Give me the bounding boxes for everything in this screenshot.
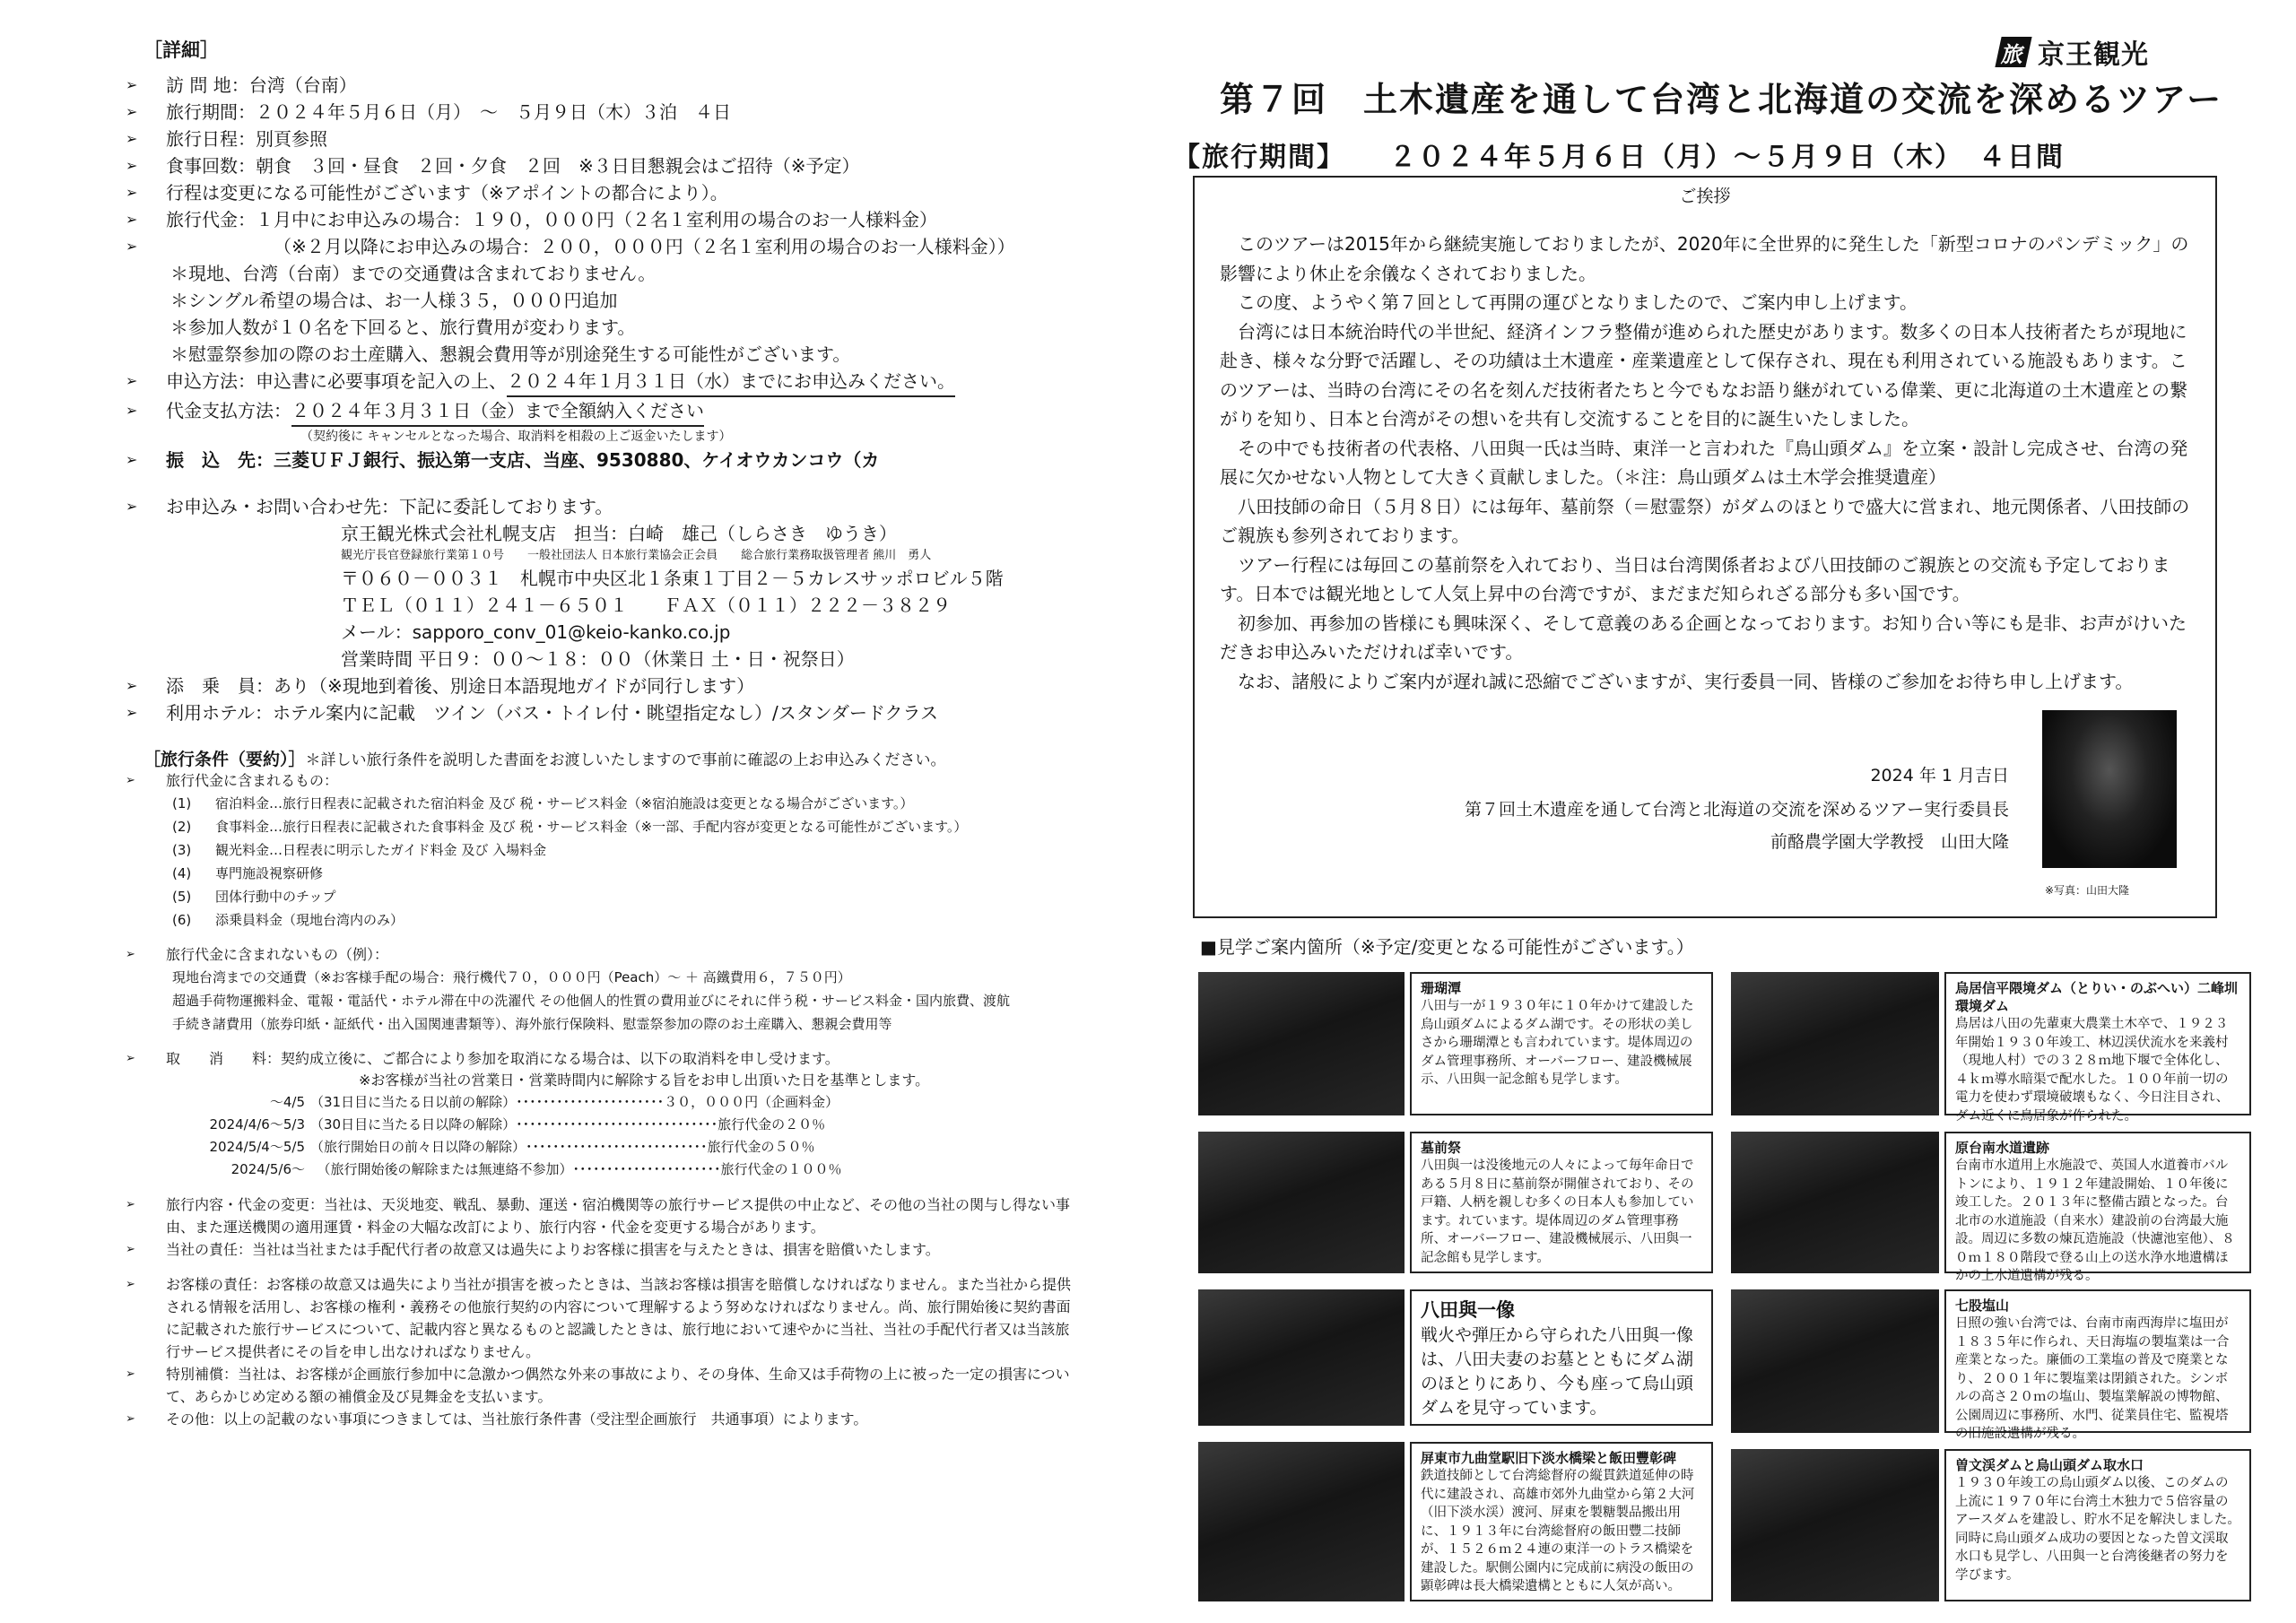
contact-license: 観光庁長官登録旅行業第１０号 一般社団法人 日本旅行業協会正会員 総合旅行業務取扱管理者 熊川 勇人 (341, 549, 932, 562)
detail-guide: ➢ 添 乗 員：あり（※現地到着後、別途日本語現地ガイドが同行します） (126, 673, 1076, 699)
condition-compensation: ➢ 特別補償：当社は、お客様が企画旅行参加中に急激かつ偶然な外来の事故により、その身体、生命又は手荷物の上に被った一定の損害について、あらかじめ定める額の補償金及び見舞金を支払います。 (126, 1363, 1076, 1408)
photo-caption: ※写真：山田大隆 (2045, 884, 2130, 897)
conditions-heading-row (126, 746, 1076, 770)
included-item (126, 792, 1076, 815)
spot-title: 原台南水道遺跡 (1955, 1140, 2050, 1156)
greeting-signer-title: 第７回土木遺産を通して台湾と北海道の交流を深めるツアー実行委員長 (1464, 800, 2009, 820)
details-page (126, 36, 1076, 1430)
spot-description (1410, 1289, 1713, 1426)
greeting-paragraph: ツアー行程には毎回この墓前祭を入れており、当日は台湾関係者および八田技師のご親族との交流も予定しております。日本では観光地として人気上昇中の台湾ですが、まだまだ知られざる部分も多い国です。 (1220, 553, 2170, 604)
greeting-paragraph: この度、ようやく第７回として再開の運びとなりましたので、ご案内申し上げます。 (1238, 291, 1918, 313)
cancel-date: 2024/4/6～5/3 (209, 1116, 305, 1133)
cancel-row (126, 1114, 1076, 1136)
greeting-paragraph: 台湾には日本統治時代の半世紀、経済インフラ整備が進められた歴史があります。数多くの日本人技術者たちが現地に赴き、様々な分野で活躍し、その功績は土木遺産・産業遺産として保存され、現在も利用されている施設もあります。このツアーは、当時の台湾にその名を刻んだ技術者たちと今でもなお語り継がれている偉業、更に北海道の土木遺産との繋がりを知り、日本と台湾がその想いを共有し交流することを目的に誕生いたしました。 (1220, 320, 2187, 430)
detail-hotel: ➢ 利用ホテル：ホテル案内に記載 ツイン（バス・トイレ付・眺望指定なし）/スタンダードクラス (126, 699, 1076, 726)
spot-body: 鉄道技師として台湾総督府の縦貫鉄道延伸の時代に建設され、高雄市郊外九曲堂から第２大河（旧下淡水渓）渡河、屏東を製糖製品搬出用に、１９１３年に台湾総督府の飯田豐二技師が、１５２６ｍ２４連の東洋一のトラス橋梁を建設した。駅側公園内に完成前に病没の飯田の顕彰碑は長大橋梁遺構とともに人気が高い。 (1421, 1469, 1695, 1593)
spot-card (1198, 1289, 1713, 1426)
cancel-date: ～4/5 (269, 1094, 305, 1110)
arrow-icon: ➢ (126, 948, 135, 961)
detail-contact: ➢ お申込み・お問い合わせ先：下記に委託しております。 (126, 493, 1076, 520)
spot-card (1731, 1449, 2251, 1601)
payment-note: （契約後に キャンセルとなった場合、取消料を相殺の上ご返金いたします） (300, 430, 732, 444)
spot-photo (1731, 1132, 1939, 1273)
spot-description (1410, 1442, 1713, 1601)
included-item (126, 862, 1076, 885)
payment-deadline: ２０２４年３月３１日（金）まで全額納入ください (291, 397, 704, 427)
spot-description (1944, 1449, 2251, 1601)
spot-description (1944, 1289, 2251, 1441)
spot-description (1410, 972, 1713, 1115)
included-item (126, 908, 1076, 932)
logo-mark: 旅 (1995, 37, 2031, 67)
greeting-body (1220, 230, 2196, 696)
logo-text: 京王観光 (2038, 39, 2149, 71)
spot-title: 珊瑚潭 (1421, 980, 1462, 996)
arrow-icon: ➢ (126, 704, 138, 721)
excluded-line: 超過手荷物運搬料金、電報・電話代・ホテル滞在中の洗濯代 その他個人的性質の費用並びにそれに伴う税・サービス料金・国内旅費、渡航 (172, 993, 1011, 1009)
spot-title: 墓前祭 (1421, 1140, 1462, 1156)
cancel-fee: （31日目に当たる日以前の解除）･･････････････････････３０，０００円（企画料金） (310, 1094, 839, 1110)
detail-schedule: ➢ 旅行日程：別頁参照 (126, 126, 1076, 152)
arrow-icon: ➢ (126, 372, 138, 389)
greeting-paragraph: このツアーは2015年から継続実施しておりましたが、2020年に全世界的に発生した「新型コロナのパンデミック」の影響により休止を余儀なくされておりました。 (1220, 233, 2189, 284)
detail-price: ➢ 旅行代金：１月中にお申込みの場合：１９０，０００円（２名１室利用の場合のお一人様料金） (126, 206, 1076, 233)
cancel-fee: （30日目に当たる日以降の解除）･･････････････････････････････旅行代金の２０％ (310, 1116, 826, 1133)
price-note-1: ＊現地、台湾（台南）までの交通費は含まれておりません。 (170, 263, 657, 284)
greeting-paragraph: 八田技師の命日（５月８日）には毎年、墓前祭（＝慰霊祭）がダムのほとりで盛大に営まれ、地元関係者、八田技師のご親族も参列されております。 (1220, 495, 2190, 546)
greeting-paragraph: その中でも技術者の代表格、八田與一氏は当時、東洋一と言われた『鳥山頭ダム』を立案・設計し完成させ、台湾の発展に欠かせない人物として大きく貢献しました。（＊注：鳥山頭ダムは土木学会推奨遺産） (1220, 437, 2188, 488)
included-item (126, 815, 1076, 838)
greeting-signer-name: 前酪農学園大学教授 山田大隆 (1770, 832, 2009, 852)
spot-card (1198, 972, 1713, 1115)
spot-card (1731, 1289, 2251, 1441)
spot-photo (1198, 972, 1405, 1115)
spot-card (1731, 1132, 2251, 1283)
included-title: ➢ 旅行代金に含まれるもの： (126, 770, 1076, 792)
included-item-text: 専門施設視察研修 (215, 865, 324, 881)
tour-period: 【旅行期間】 ２０２４年５月６日（月）～５月９日（木） ４日間 (1173, 142, 2065, 173)
arrow-icon: ➢ (126, 451, 138, 468)
greeting-paragraph: なお、諸般によりご案内が遅れ誠に恐縮でございますが、実行委員一同、皆様のご参加をお待ち申し上げます。 (1238, 670, 2134, 692)
spot-photo (1731, 1289, 1939, 1433)
spot-photo (1198, 1442, 1405, 1601)
cancel-fee: （旅行開始後の解除または無連絡不参加）･･････････････････････旅行代金の１００％ (310, 1161, 842, 1177)
price-note-4: ＊慰霊祭参加の際のお土産購入、懇親会費用等が別途発生する可能性がございます。 (170, 343, 851, 365)
spot-title: 烏居信平隈境ダム（とりい・のぶへい）二峰圳環境ダム (1955, 980, 2239, 1014)
arrow-icon: ➢ (126, 774, 135, 787)
contact-mail: メール：sapporo_conv_01@keio-kanko.co.jp (341, 621, 731, 643)
included-item (126, 885, 1076, 908)
spot-title: 七股塩山 (1955, 1298, 2010, 1314)
spot-description (1944, 972, 2251, 1124)
arrow-icon: ➢ (126, 1278, 135, 1291)
arrow-icon: ➢ (126, 677, 138, 694)
arrow-icon: ➢ (126, 1367, 135, 1381)
contact-address: 〒０６０－００３１ 札幌市中央区北１条東１丁目２－５カレスサッポロビル５階 (341, 568, 1004, 589)
cancel-date: 2024/5/4～5/5 (209, 1139, 305, 1155)
included-item-number: (1) (172, 795, 192, 812)
included-item-text: 団体行動中のチップ (215, 889, 336, 905)
portrait-photo (2042, 710, 2177, 868)
arrow-icon: ➢ (126, 1243, 135, 1256)
contact-company: 京王観光株式会社札幌支店 担当：白崎 雄己（しらさき ゆうき） (341, 523, 897, 544)
spot-body: 台南市水道用上水施設で、英国人水道養市バルトンにより、１９１２年建設開始、１０年後に竣工した。２０１３年に整備古蹟となった。台北市の水道施設（自来水）建設前の台湾最大施設。周辺に多数の煉瓦造施設（快濾池室他）、８０ｍ１８０階段で登る山上の送水浄水地遺構ほかの上水道遺構が残る。 (1955, 1159, 2235, 1283)
arrow-icon: ➢ (126, 76, 138, 93)
cancel-date: 2024/5/6～ (230, 1161, 305, 1177)
price-note-2: ＊シングル希望の場合は、お一人様３５，０００円追加 (170, 290, 618, 311)
conditions-heading: ［旅行条件（要約）］ (144, 750, 306, 769)
included-item (126, 838, 1076, 862)
condition-customer: ➢ お客様の責任：お客様の故意又は過失により当社が損害を被ったときは、当該お客様は損害を賠償しなければなりません。また当社から提供される情報を活用し、お客様の権利・義務その他旅行契約の内容について理解するよう努めなければなりません。尚、旅行開始後に契約書面に記載された旅行サービスについて、記載内容と異なるものと認識したときは、旅行地において速やかに当社、当社の手配代行者又は当該旅行サービス提供者にその旨を申し出なければなりません。 (126, 1273, 1076, 1363)
apply-deadline: ２０２４年１月３１日（水）までにお申込みください。 (507, 368, 955, 397)
arrow-icon: ➢ (126, 498, 138, 515)
spot-card (1198, 1442, 1713, 1601)
spot-title: 屏東市九曲堂駅旧下淡水橋梁と飯田豐彰碑 (1421, 1450, 1677, 1466)
included-item-text: 食事料金…旅行日程表に記載された食事料金 及び 税・サービス料金（※一部、手配内容が変更となる可能性がございます。） (215, 819, 968, 835)
included-item-text: 観光料金…日程表に明示したガイド料金 及び 入場料金 (215, 842, 547, 858)
arrow-icon: ➢ (126, 402, 138, 419)
greeting-box (1193, 176, 2217, 918)
spot-body: １９３０年竣工の烏山頭ダム以後、このダムの上流に１９７０年に台湾土木独力で５倍容量のアースダムを建設し、貯水不足を解決しました。同時に烏山頭ダム成功の要因となった曽文渓取水口も見学し、八田與一と台湾後継者の努力を学びます。 (1955, 1476, 2240, 1583)
spot-description (1944, 1132, 2251, 1283)
spot-photo (1198, 1289, 1405, 1426)
detail-apply: ➢ 申込方法：申込書に必要事項を記入の上、 ２０２４年１月３１日（水）までにお申込みください。 (126, 368, 1076, 397)
spot-photo (1731, 972, 1939, 1115)
detail-bank: ➢ 振 込 先：三菱ＵＦＪ銀行、振込第一支店、当座、9530880、ケイオウカンコウ（カ (126, 447, 1076, 473)
included-item-number: (2) (172, 819, 192, 835)
excluded-list (126, 966, 1076, 1036)
spot-card (1198, 1132, 1713, 1273)
included-item-text: 添乗員料金（現地台湾内のみ） (215, 912, 404, 928)
condition-liability: ➢ 当社の責任：当社は当社または手配代行者の故意又は過失によりお客様に損害を与えたときは、損害を賠償いたします。 (126, 1238, 1076, 1261)
detail-meals: ➢ 食事回数：朝食 ３回・昼食 ２回・夕食 ２回 ※３日目懇親会はご招待（※予定） (126, 152, 1076, 179)
arrow-icon: ➢ (126, 238, 138, 255)
detail-price-later: ➢ （※２月以降にお申込みの場合：２００，０００円（２名１室利用の場合のお一人様料金）） (126, 233, 1076, 260)
detail-change: ➢ 行程は変更になる可能性がございます（※アポイントの都合により）。 (126, 179, 1076, 206)
spot-body: 日照の強い台湾では、台南市南西海岸に塩田が１８３５年に作られ、天日海塩の製塩業は一合産業となった。廉価の工業塩の普及で廃業となり、２００１年に製塩業は閉鎖された。シンボルの高さ２０ｍの塩山、製塩業解説の博物館、公園周辺に事務所、水門、従業員住宅、監視塔の旧施設遺構が残る。 (1955, 1316, 2230, 1441)
cancel-row (126, 1136, 1076, 1159)
included-list (126, 792, 1076, 932)
included-item-number: (4) (172, 865, 192, 881)
arrow-icon: ➢ (126, 184, 138, 201)
spot-body: 八田與一は没後地元の人々によって毎年命日である５月８日に墓前祭が開催されており、その戸籍、人柄を親しむ多くの日本人も参加しています。れています。堤体周辺のダム管理事務所、オーバーフロー、建設機械展示、八田與一記念館も見学します。 (1421, 1159, 1694, 1265)
conditions-heading-note: ＊詳しい旅行条件を説明した書面をお渡しいたしますので事前に確認の上お申込みください。 (305, 751, 946, 769)
spot-photo (1731, 1449, 1939, 1601)
spot-title: 曽文渓ダムと烏山頭ダム取水口 (1955, 1457, 2144, 1473)
spots-heading: ■見学ご案内箇所（※予定/変更となる可能性がございます。） (1200, 936, 1694, 958)
cancel-row (126, 1159, 1076, 1181)
detail-destination: ➢ 訪 問 地：台湾（台南） (126, 72, 1076, 99)
included-item-number: (5) (172, 889, 192, 905)
contact-hours: 営業時間 平日９：００～１８：００（休業日 土・日・祝祭日） (341, 648, 855, 670)
detail-payment: ➢ 代金支払方法： ２０２４年３月３１日（金）まで全額納入ください (126, 397, 1076, 427)
spot-body: 八田与一が１９３０年に１０年かけて建設した烏山頭ダムによるダム湖です。その形状の美しさから珊瑚潭とも言われています。堤体周辺のダム管理事務所、オーバーフロー、建設機械展示、八田與一記念館も見学します。 (1421, 999, 1694, 1087)
tour-title: 第７回 土木遺産を通して台湾と北海道の交流を深めるツアー (1220, 80, 2223, 119)
condition-other: ➢ その他：以上の記載のない事項につきましては、当社旅行条件書（受注型企画旅行 共通事項）によります。 (126, 1408, 1076, 1430)
greeting-date: 2024 年 1 月吉日 (1870, 766, 2009, 785)
spot-title: 八田與一像 (1421, 1299, 1515, 1321)
excluded-line: 現地台湾までの交通費（※お客様手配の場合：飛行機代７０，０００円（Peach）～ ＋ 高鐵費用６，７５０円） (172, 969, 851, 985)
condition-changes: ➢ 旅行内容・代金の変更：当社は、天災地変、戦乱、暴動、運送・宿泊機関等の旅行サービス提供の中止など、その他の当社の関与し得ない事由、また運送機関の適用運賃・料金の大幅な改訂により、旅行内容・代金を変更する場合があります。 (126, 1193, 1076, 1238)
keio-kanko-logo (1998, 32, 2149, 72)
greeting-heading: ご挨拶 (1679, 187, 1731, 206)
details-heading: ［詳細］ (144, 39, 219, 61)
greeting-paragraph: 初参加、再参加の皆様にも興味深く、そして意義のある企画となっております。お知り合い等にも是非、お声がけいただきお申込みいただければ幸いです。 (1220, 612, 2187, 663)
cancel-note: ※お客様が当社の営業日・営業時間内に解除する旨をお申し出頂いた日を基準とします。 (359, 1072, 930, 1089)
cancel-fee: （旅行開始日の前々日以降の解除）･･･････････････････････････旅行代金の５０％ (310, 1139, 815, 1155)
detail-period: ➢ 旅行期間：２０２４年５月６日（月） ～ ５月９日（木）３泊 ４日 (126, 99, 1076, 126)
excluded-title: ➢ 旅行代金に含まれないもの（例）： (126, 944, 1076, 966)
arrow-icon: ➢ (126, 1052, 135, 1065)
arrow-icon: ➢ (126, 103, 138, 120)
arrow-icon: ➢ (126, 1198, 135, 1211)
cancel-table (126, 1091, 1076, 1181)
contact-tel-fax: ＴＥＬ（０１１）２４１－６５０１ ＦＡＸ（０１１）２２２－３８２９ (341, 595, 951, 616)
arrow-icon: ➢ (126, 211, 138, 228)
spot-body: 戦火や弾圧から守られた八田與一像は、八田夫妻のお墓とともにダム湖のほとりにあり、今も座って烏山頭ダムを見守っています。 (1421, 1325, 1694, 1418)
arrow-icon: ➢ (126, 130, 138, 147)
included-item-text: 宿泊料金…旅行日程表に記載された宿泊料金 及び 税・サービス料金（※宿泊施設は変更となる場合がございます。） (215, 795, 914, 812)
spot-photo (1198, 1132, 1405, 1273)
excluded-line: 手続き諸費用（旅券印紙・証紙代・出入国関連書類等）、海外旅行保険料、慰霊祭参加の際のお土産購入、懇親会費用等 (172, 1016, 892, 1032)
spot-description (1410, 1132, 1713, 1273)
spot-body: 鳥居は八田の先輩東大農業土木卒で、１９２３年開始１９３０年竣工、林辺渓伏流水を来義村（現地人村）での３２８ｍ地下堰で全体化し、４ｋｍ導水暗渠で配水した。１００年前一切の電力を使わず環境破壊もなく、今日注目され、ダム近くに鳥居象が作られた。 (1955, 1017, 2230, 1124)
included-item-number: (3) (172, 842, 192, 858)
included-item-number: (6) (172, 912, 192, 928)
spot-card (1731, 972, 2251, 1124)
arrow-icon: ➢ (126, 1412, 135, 1426)
price-note-3: ＊参加人数が１０名を下回ると、旅行費用が変わります。 (170, 317, 636, 338)
cancel-title: ➢ 取 消 料：契約成立後に、ご都合により参加を取消になる場合は、以下の取消料を申し受けます。 (126, 1048, 1076, 1070)
arrow-icon: ➢ (126, 157, 138, 174)
cancel-row (126, 1091, 1076, 1114)
